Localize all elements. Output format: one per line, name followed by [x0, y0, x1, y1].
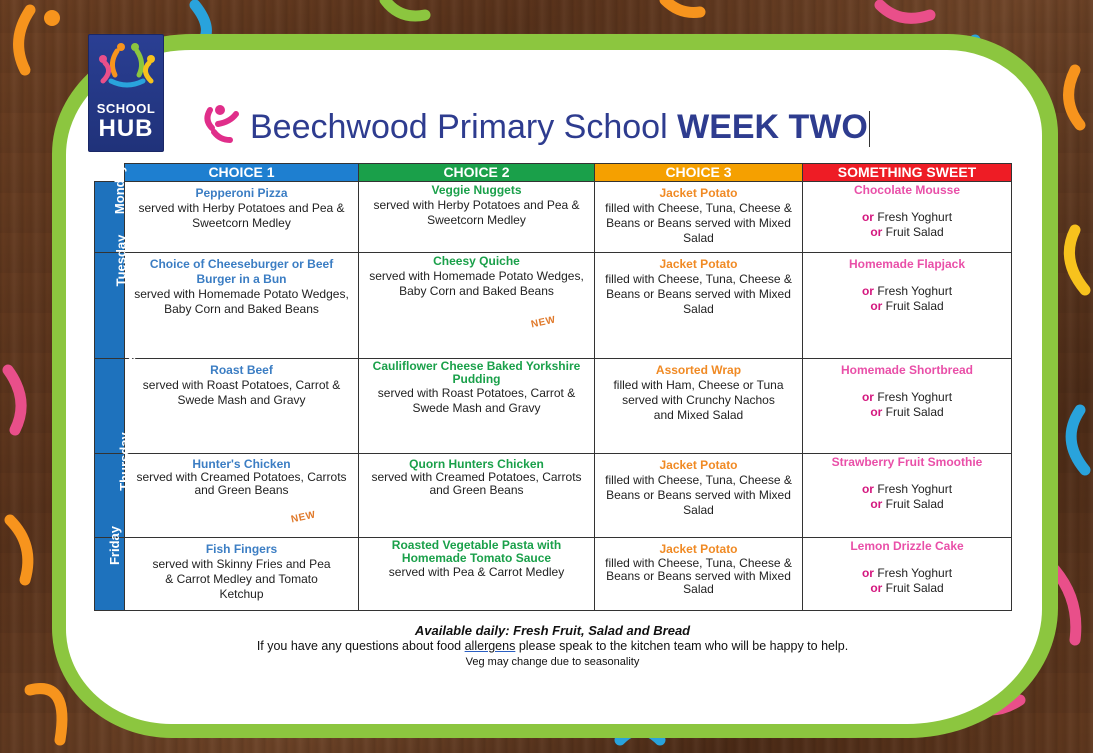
menu-cell-choice2: [359, 359, 595, 454]
dish-desc: served with Pea & Carrot Medley: [388, 565, 565, 579]
dish-name: Lemon Drizzle Cake: [850, 539, 964, 553]
menu-cell-choice1: [125, 182, 359, 253]
menu-cell-sweet: Lemon Drizzle Cake or Fresh Yoghurt or Fruit Salad: [803, 538, 1012, 611]
page-title: [250, 108, 870, 150]
sweet-option: Fresh Yoghurt: [877, 482, 953, 496]
menu-cell-choice3: [595, 253, 803, 359]
day-label: Friday: [95, 538, 125, 611]
menu-cell-choice3: [595, 454, 803, 538]
menu-table: [94, 163, 1012, 611]
sweet-option: Fruit Salad: [885, 225, 944, 239]
day-label: Tuesday: [95, 253, 125, 359]
sweet-option: Fresh Yoghurt: [877, 566, 953, 580]
dish-desc: served with Roast Potatoes, Carrot & Swede Mash and Gravy: [142, 378, 341, 407]
menu-cell-choice2: [359, 253, 595, 359]
menu-cell-choice3: [595, 182, 803, 253]
menu-cell-choice1: [125, 253, 359, 359]
dish-name: Jacket Potato: [659, 186, 738, 200]
menu-cell-choice1: [125, 454, 359, 538]
dish-desc: served with Homemade Potato Wedges, Baby Corn and Baked Beans: [369, 269, 584, 298]
dish-desc: served with Homemade Potato Wedges, Baby Corn and Baked Beans: [134, 287, 349, 316]
allergen-note: If you have any questions about food allergens please speak to the kitchen team who will be happy to help.: [256, 639, 849, 653]
menu-cell-sweet: Strawberry Fruit Smoothie or Fresh Yoghurt or Fruit Salad: [803, 454, 1012, 538]
available-daily-note: Available daily: Fresh Fruit, Salad and Bread: [414, 623, 691, 638]
logo-figures-icon: [89, 37, 165, 99]
dish-desc: filled with Cheese, Tuna, Cheese & Beans or Beans served with Mixed Salad: [605, 473, 792, 517]
dish-desc: served with Skinny Fries and Pea & Carrot Medley and Tomato Ketchup: [152, 557, 331, 601]
text-cursor: [869, 111, 870, 147]
header-choice2: CHOICE 2: [359, 164, 595, 182]
day-label: Thursday: [95, 454, 125, 538]
sweet-option: Fruit Salad: [885, 581, 944, 595]
dish-name: Roasted Vegetable Pasta with Homemade Tomato Sauce: [391, 538, 562, 565]
sweet-option: Fruit Salad: [885, 299, 944, 313]
header-choice3: CHOICE 3: [595, 164, 803, 182]
dish-name: Veggie Nuggets: [431, 183, 522, 197]
table-row: [95, 359, 1012, 454]
dish-name: Cauliflower Cheese Baked Yorkshire Pudding: [372, 359, 581, 386]
header-sweet: SOMETHING SWEET: [803, 164, 1012, 182]
day-label: Wednesday: [95, 359, 125, 454]
dish-name: Assorted Wrap: [655, 363, 742, 377]
new-badge: NEW: [290, 509, 317, 526]
new-badge: NEW: [530, 314, 557, 331]
sweet-option: Fresh Yoghurt: [877, 390, 953, 404]
dish-desc: served with Roast Potatoes, Carrot & Swede Mash and Gravy: [377, 386, 576, 415]
logo-line1: SCHOOL: [96, 101, 156, 116]
day-label: Monday: [95, 182, 125, 253]
menu-cell-choice2: [359, 454, 595, 538]
dish-name: Strawberry Fruit Smoothie: [831, 455, 983, 469]
dish-desc: served with Herby Potatoes and Pea & Sweetcorn Medley: [373, 198, 580, 227]
menu-cell-sweet: Homemade Shortbread or Fresh Yoghurt or Fruit Salad: [803, 359, 1012, 454]
menu-cell-sweet: Chocolate Mousse or Fresh Yoghurt or Fruit Salad: [803, 182, 1012, 253]
dish-name: Jacket Potato: [659, 458, 738, 472]
dish-name: Fish Fingers: [205, 542, 278, 556]
dish-desc: filled with Cheese, Tuna, Cheese & Beans or Beans served with Mixed Salad: [605, 556, 792, 596]
sweet-option: Fresh Yoghurt: [877, 210, 953, 224]
school-name: Beechwood Primary School: [250, 108, 668, 146]
menu-cell-choice3: [595, 538, 803, 611]
table-row: [95, 182, 1012, 253]
menu-cell-choice2: [359, 538, 595, 611]
dish-desc: served with Creamed Potatoes, Carrots and Green Beans: [371, 470, 582, 497]
school-hub-logo: [88, 34, 164, 152]
dish-name: Jacket Potato: [659, 257, 738, 271]
week-label: WEEK TWO: [677, 108, 868, 146]
logo-line2: HUB: [98, 115, 154, 142]
dish-name: Homemade Flapjack: [848, 257, 966, 271]
title-figure-icon: [196, 100, 244, 148]
menu-cell-choice2: [359, 182, 595, 253]
dish-name: Roast Beef: [210, 363, 273, 377]
sweet-option: Fruit Salad: [885, 497, 944, 511]
dish-desc: served with Herby Potatoes and Pea & Sweetcorn Medley: [138, 201, 345, 230]
sweet-option: Fruit Salad: [885, 405, 944, 419]
seasonality-note: Veg may change due to seasonality: [465, 656, 640, 668]
table-row: [95, 454, 1012, 538]
menu-cell-choice1: [125, 359, 359, 454]
dish-name: Pepperoni Pizza: [195, 186, 288, 200]
menu-cell-choice1: [125, 538, 359, 611]
dish-desc: served with Creamed Potatoes, Carrots and Green Beans: [136, 470, 347, 497]
dish-name: Chocolate Mousse: [853, 183, 961, 197]
dish-name: Hunter's Chicken: [192, 457, 291, 471]
menu-cell-choice3: [595, 359, 803, 454]
dish-desc: filled with Cheese, Tuna, Cheese & Beans or Beans served with Mixed Salad: [605, 272, 792, 316]
dish-name: Choice of Cheeseburger or Beef Burger in a Bun: [149, 257, 334, 286]
header-row: [95, 164, 1012, 182]
dish-desc: filled with Cheese, Tuna, Cheese & Beans or Beans served with Mixed Salad: [605, 201, 792, 245]
header-choice1: CHOICE 1: [125, 164, 359, 182]
dish-name: Cheesy Quiche: [433, 254, 520, 268]
allergens-word: allergens: [464, 639, 516, 653]
dish-name: Homemade Shortbread: [840, 363, 974, 377]
dish-name: Jacket Potato: [659, 542, 738, 556]
dish-desc: filled with Ham, Cheese or Tuna served with Crunchy Nachos and Mixed Salad: [613, 378, 784, 422]
menu-cell-sweet: Homemade Flapjack or Fresh Yoghurt or Fruit Salad: [803, 253, 1012, 359]
table-row: [95, 253, 1012, 359]
table-row: [95, 538, 1012, 611]
sweet-option: Fresh Yoghurt: [877, 284, 953, 298]
dish-name: Quorn Hunters Chicken: [409, 457, 544, 471]
